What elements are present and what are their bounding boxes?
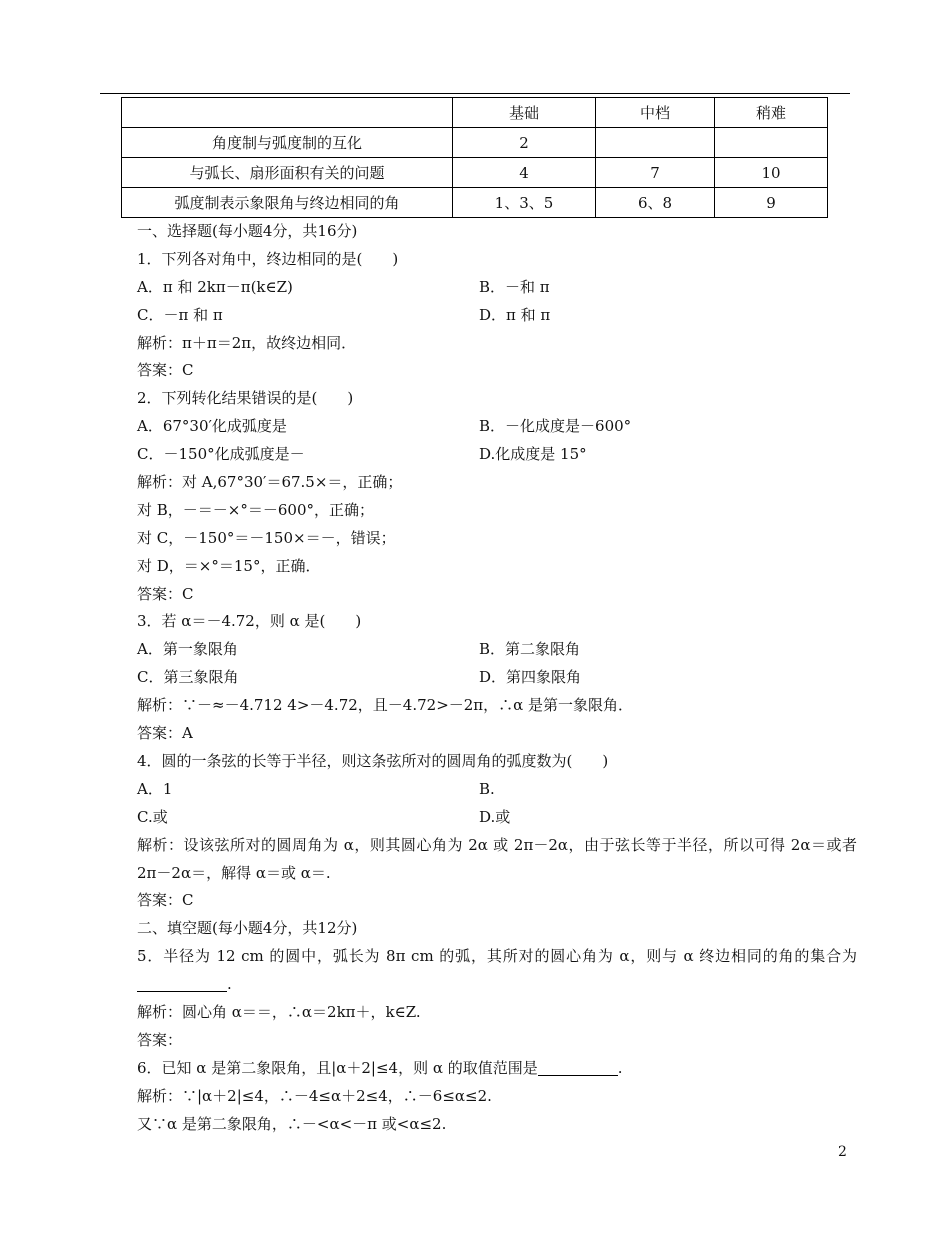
- options-row: [137, 302, 857, 330]
- page-number: 2: [838, 1144, 847, 1160]
- table-header-cell: 基础: [453, 98, 596, 128]
- analysis-text: 又∵α 是第二象限角，∴－<α<－π 或<α≤2.: [137, 1114, 447, 1133]
- table-cell: 10: [715, 158, 828, 188]
- analysis-text: 解析：对 A,67°30′＝67.5×＝，正确；: [137, 473, 403, 492]
- option-b: B．－化成度是－600°: [479, 417, 632, 436]
- answer-text: 答案：C: [137, 584, 194, 603]
- table-header-cell: [122, 98, 453, 128]
- option-a: A．第一象限角: [137, 640, 238, 659]
- question-stem: 1．下列各对角中，终边相同的是( ): [137, 249, 399, 268]
- table-header-cell: 稍难: [715, 98, 828, 128]
- option-b: B．－和 π: [479, 277, 550, 296]
- question-text: 6．已知 α 是第二象限角，且|α＋2|≤4，则 α 的取值范围是: [137, 1058, 538, 1077]
- analysis-text: 解析：圆心角 α＝＝，∴α＝2kπ＋，k∈Z.: [137, 1003, 421, 1021]
- option-d: D.或: [479, 807, 511, 826]
- answer-text: 答案：C: [137, 891, 194, 910]
- option-c: C．－150°化成弧度是－: [137, 445, 305, 464]
- table-cell: 1、3、5: [453, 188, 596, 218]
- option-d: D．π 和 π: [479, 305, 551, 324]
- table-cell: 2: [453, 128, 596, 158]
- section-heading: 二、填空题(每小题4分，共12分): [137, 919, 358, 938]
- table-header-row: [122, 98, 828, 128]
- option-c: C．第三象限角: [137, 668, 239, 687]
- question-end: .: [227, 975, 232, 994]
- header-rule: [100, 93, 850, 94]
- question-stem: [137, 943, 857, 999]
- options-row: [137, 413, 857, 441]
- analysis-text: 解析：π＋π＝2π，故终边相同．: [137, 333, 357, 352]
- options-row: [137, 776, 857, 804]
- question-stem: 3．若 α＝－4.72，则 α 是( ): [137, 612, 362, 631]
- table-cell: 9: [715, 188, 828, 218]
- table-cell: [715, 128, 828, 158]
- option-b: B．第二象限角: [479, 640, 581, 659]
- table-cell: 4: [453, 158, 596, 188]
- option-d: D．第四象限角: [479, 668, 582, 687]
- table-cell: 与弧长、扇形面积有关的问题: [122, 158, 453, 188]
- answer-text: 答案：: [137, 1030, 183, 1049]
- option-a: A．67°30′化成弧度是: [137, 417, 287, 436]
- options-row: [137, 664, 857, 692]
- options-row: [137, 274, 857, 302]
- table-row: [122, 158, 828, 188]
- option-a: A．1: [137, 779, 173, 798]
- options-row: [137, 804, 857, 832]
- option-a: A．π 和 2kπ－π(k∈Z): [137, 277, 293, 296]
- table-header-cell: 中档: [596, 98, 715, 128]
- question-stem: 2．下列转化结果错误的是( ): [137, 389, 354, 408]
- question-end: .: [617, 1058, 623, 1077]
- section-heading: 一、选择题(每小题4分，共16分): [137, 222, 358, 240]
- table-cell: [596, 128, 715, 158]
- analysis-text: 解析：∵－≈－4.712 4>－4.72，且－4.72>－2π，∴α 是第一象限角．: [137, 696, 634, 715]
- option-c: C.或: [137, 807, 168, 826]
- table-cell: 角度制与弧度制的互化: [122, 128, 453, 158]
- table-cell: 7: [596, 158, 715, 188]
- answer-blank: [137, 973, 227, 992]
- answer-text: 答案：C: [137, 361, 194, 380]
- options-row: [137, 441, 857, 469]
- analysis-text: 对 C，－150°＝－150×＝－，错误；: [137, 528, 396, 547]
- option-b: B.: [479, 779, 495, 798]
- analysis-text: 解析：设该弦所对的圆周角为 α，则其圆心角为 2α 或 2π－2α，由于弦长等于半径，所以可得 2α＝或者 2π－2α＝，解得 α＝或 α＝.: [137, 835, 857, 882]
- table-cell: 弧度制表示象限角与终边相同的角: [122, 188, 453, 218]
- answer-blank: [538, 1057, 618, 1076]
- analysis-text: 解析：∵|α＋2|≤4，∴－4≤α＋2≤4，∴－6≤α≤2.: [137, 1086, 492, 1105]
- document-body: [137, 218, 857, 1138]
- question-text: 5．半径为 12 cm 的圆中，弧长为 8π cm 的弧，其所对的圆心角为 α，则与 α 终边相同的角的集合为: [137, 947, 857, 966]
- answer-text: 答案：A: [137, 724, 193, 743]
- table-row: [122, 128, 828, 158]
- question-stem: 4．圆的一条弦的长等于半径，则这条弦所对的圆周角的弧度数为( ): [137, 751, 609, 770]
- option-d: D.化成度是 15°: [479, 445, 587, 464]
- table-cell: 6、8: [596, 188, 715, 218]
- analysis-text: 对 D，＝×°＝15°，正确．: [137, 556, 321, 575]
- option-c: C．－π 和 π: [137, 305, 223, 324]
- difficulty-table: [121, 97, 828, 218]
- table-row: [122, 188, 828, 218]
- question-stem: [137, 1055, 857, 1083]
- analysis-text: 对 B，－＝－×°＝－600°，正确；: [137, 500, 374, 519]
- options-row: [137, 636, 857, 664]
